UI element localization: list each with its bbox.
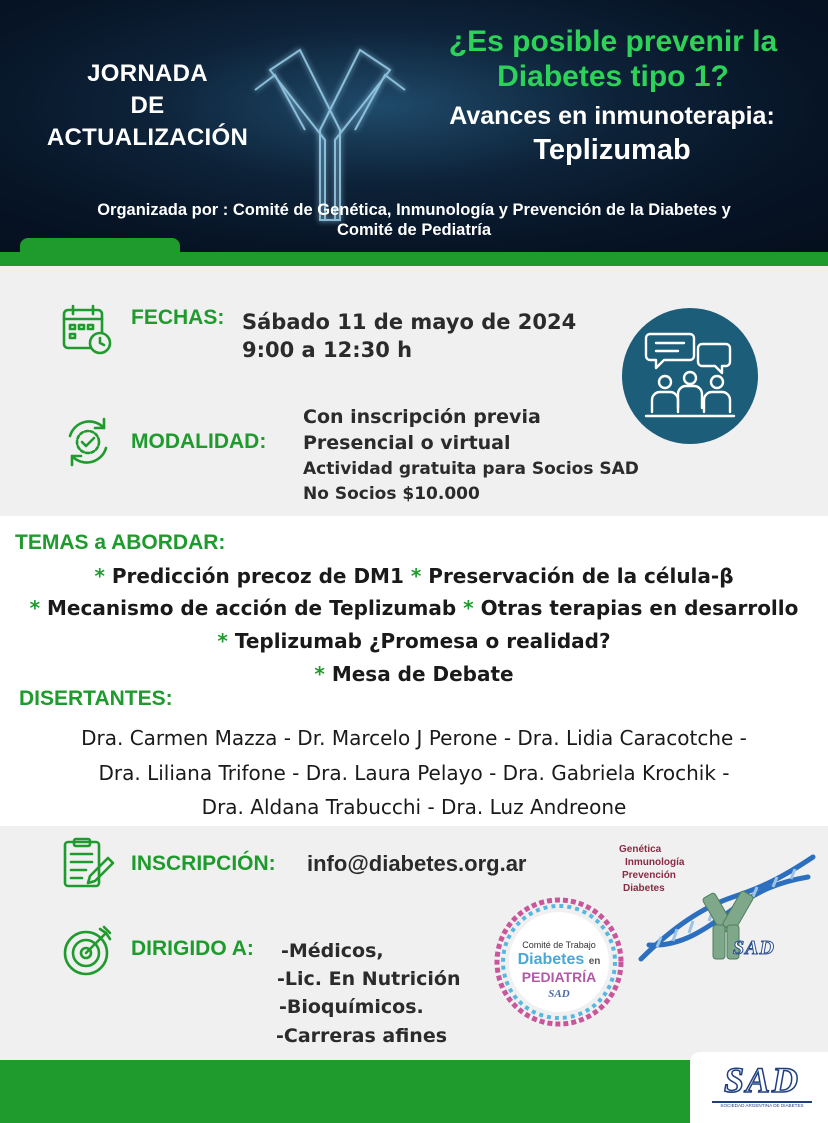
topic-line [0,659,828,689]
topic-item: Mesa de Debate [331,662,514,686]
organizers-text: Organizada por : Comité de Genética, Inmunología y Prevención de la Diabetes y Comité de Pediatría [97,201,731,239]
target-arrow-icon [60,923,116,979]
logo-sad-mark: SAD [548,988,570,1000]
topic-item: Predicción precoz de DM1 [111,564,404,588]
speakers-line: Dra. Aldana Trabucchi - Dra. Luz Andreone [201,795,627,819]
logo-committee-text: Comité de Trabajo [522,940,596,950]
dirigido-label: DIRIGIDO A: [131,937,254,960]
green-divider-bar [0,252,828,266]
topic-item: Teplizumab ¿Promesa o realidad? [234,629,611,653]
inscripcion-label: INSCRIPCIÓN: [131,852,276,875]
event-subtitle: Avances en inmunoterapia: [449,102,775,130]
gipd-committee-logo [613,837,823,967]
recycle-check-icon [60,414,116,470]
disertantes-title: DISERTANTES: [19,687,173,710]
logo-diabetes-text: Diabetes [623,883,665,894]
event-question-title: ¿Es posible prevenir la Diabetes tipo 1? [448,25,778,93]
logo-sad-mark: SAD [733,937,775,959]
event-time: 9:00 a 12:30 h [242,338,413,362]
topic-item: Otras terapias en desarrollo [480,596,799,620]
bullet-star: * [463,596,474,620]
logo-genetica-text: Genética [619,844,662,855]
logo-diabetes-text: Diabetes [517,951,585,968]
audience-item: -Carreras afines [276,1025,448,1047]
pediatria-committee-logo [493,896,625,1028]
header-banner [0,0,828,252]
fechas-label: FECHAS: [131,306,225,329]
event-type-title: JORNADA DE ACTUALIZACIÓN [46,60,249,151]
topic-item: Preservación de la célula-β [428,564,734,588]
bullet-star: * [94,564,105,588]
modalidad-line: No Socios $10.000 [303,484,480,504]
modalidad-line: Con inscripción previa [303,406,541,428]
calendar-clock-icon [60,302,116,358]
speakers-line: Dra. Carmen Mazza - Dr. Marcelo J Perone - Dra. Lidia Caracotche - [81,726,747,750]
registration-email-link[interactable]: info@diabetes.org.ar [307,851,527,876]
logo-pediatria-text: PEDIATRÍA [521,969,597,985]
dialog-people-icon [622,308,758,444]
bullet-star: * [314,662,325,686]
topic-line [0,561,828,591]
sad-footer-logo [712,1062,812,1110]
event-date: Sábado 11 de mayo de 2024 [242,310,577,334]
topic-item: Mecanismo de acción de Teplizumab [47,596,457,620]
modalidad-line: Actividad gratuita para Socios SAD [303,459,639,479]
logo-en-text: en [588,956,601,967]
sad-logo-fullname: SOCIEDAD ARGENTINA DE DIABETES [712,1101,812,1108]
event-drug-title: Teplizumab [533,134,691,166]
bullet-star: * [217,629,228,653]
modalidad-line: Presencial o virtual [303,432,511,454]
logo-inmunologia-text: Inmunología [625,857,685,868]
topic-line [0,626,828,656]
audience-item: -Lic. En Nutrición [277,968,461,990]
logo-prevencion-text: Prevención [622,870,676,881]
audience-item: -Bioquímicos. [279,996,424,1018]
temas-title: TEMAS a ABORDAR: [15,531,226,554]
topic-line [0,593,828,623]
bullet-star: * [410,564,422,588]
speakers-line: Dra. Liliana Trifone - Dra. Laura Pelayo - Dra. Gabriela Krochik - [98,761,730,785]
audience-item: -Médicos, [281,940,384,962]
modalidad-label: MODALIDAD: [131,430,267,453]
bullet-star: * [29,596,41,620]
sad-logo-mark: SAD [723,1060,801,1100]
clipboard-pen-icon [60,836,116,892]
